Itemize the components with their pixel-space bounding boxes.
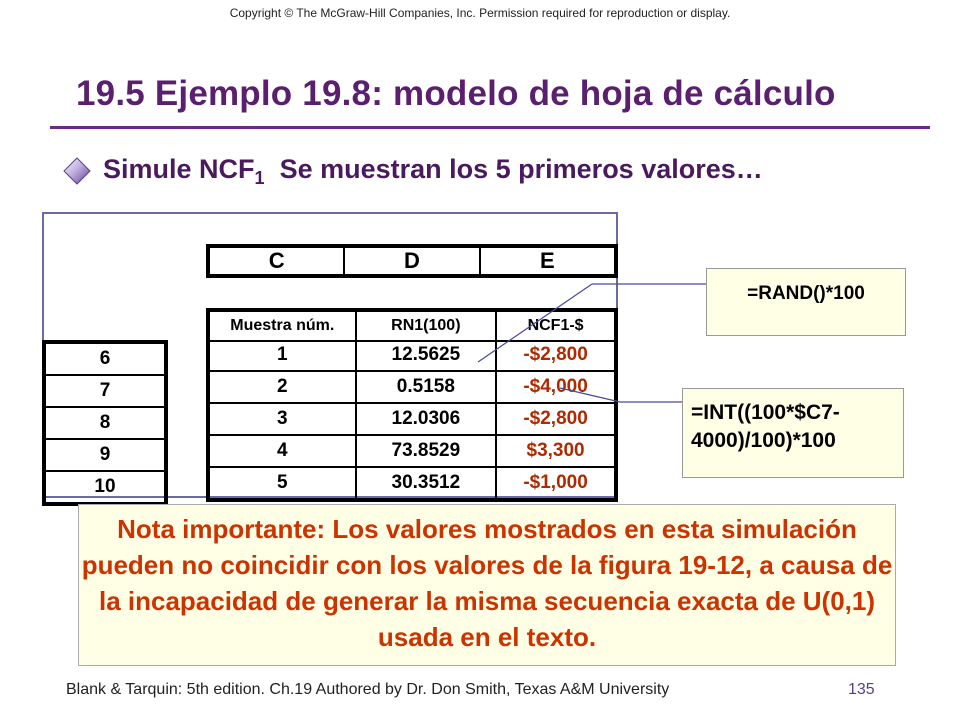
cell-rn1[interactable]: 0.5158 <box>357 372 498 402</box>
row-number[interactable]: 6 <box>46 344 164 376</box>
row-number[interactable]: 9 <box>46 440 164 472</box>
cell-ncf1[interactable]: $3,300 <box>526 440 585 461</box>
row-number[interactable]: 8 <box>46 408 164 440</box>
subtitle-prefix: Simule NCF <box>103 154 255 184</box>
cell-rn1[interactable]: 12.5625 <box>357 340 498 370</box>
copyright-notice: Copyright © The McGraw-Hill Companies, Inc. Permission required for reproduction or display. <box>229 6 731 20</box>
column-letter-d[interactable]: D <box>345 248 480 274</box>
rand-formula-callout: =RAND()*100 <box>706 268 906 336</box>
slide-title: 19.5 Ejemplo 19.8: modelo de hoja de cálculo <box>76 74 836 113</box>
cell-rn1[interactable]: 73.8529 <box>357 436 498 466</box>
header-ncf1[interactable]: NCF1-$ <box>527 317 584 334</box>
row-number[interactable]: 10 <box>94 476 116 497</box>
cell-ncf1[interactable]: -$2,800 <box>523 344 588 365</box>
page-number: 135 <box>848 681 875 698</box>
cell-sample[interactable]: 4 <box>210 436 357 466</box>
int-formula-callout: =INT((100*$C7-4000)/100)*100 <box>682 388 904 478</box>
cell-rn1[interactable]: 12.0306 <box>357 404 498 434</box>
column-letter-e[interactable]: E <box>539 248 555 273</box>
cell-ncf1[interactable]: -$1,000 <box>523 472 588 493</box>
cell-ncf1[interactable]: -$4,000 <box>523 376 588 397</box>
cell-sample[interactable]: 5 <box>210 468 357 498</box>
footer-credit: Blank & Tarquin: 5th edition. Ch.19 Authored by Dr. Don Smith, Texas A&M University <box>66 681 670 698</box>
subtitle-subscript: 1 <box>254 168 265 188</box>
header-rn1[interactable]: RN1(100) <box>357 312 498 340</box>
cell-sample[interactable]: 3 <box>210 404 357 434</box>
cell-rn1[interactable]: 30.3512 <box>357 468 498 498</box>
cell-sample[interactable]: 1 <box>210 340 357 370</box>
subtitle-suffix: Se muestran los 5 primeros valores… <box>279 154 763 184</box>
cell-sample[interactable]: 2 <box>210 372 357 402</box>
row-number[interactable]: 7 <box>46 376 164 408</box>
header-sample-number[interactable]: Muestra núm. <box>210 312 357 340</box>
important-note: Nota importante: Los valores mostrados en esta simulación pueden no coincidir con los valores de la figura 19-12, a causa de la incapacidad de generar la misma secuencia exacta de U(0,1) usada en el texto. <box>78 504 896 666</box>
column-letter-c[interactable]: C <box>210 248 345 274</box>
cell-ncf1[interactable]: -$2,800 <box>523 408 588 429</box>
